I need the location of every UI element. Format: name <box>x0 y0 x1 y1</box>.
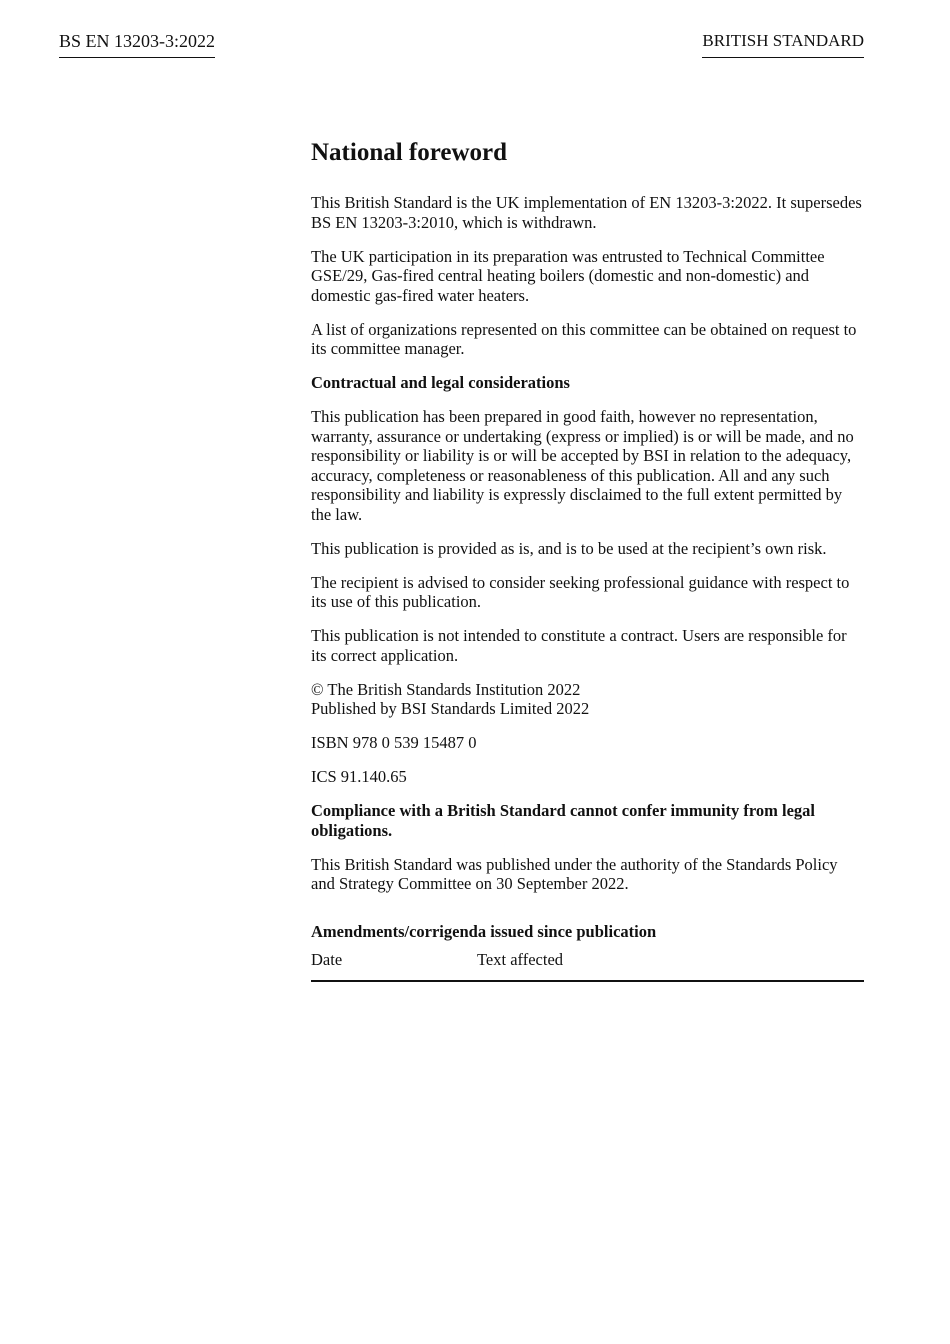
compliance-notice: Compliance with a British Standard cannot confer immunity from legal obligations. <box>311 801 816 840</box>
contractual-paragraph: This publication has been prepared in good faith, however no representation, warranty, assurance or undertaking (express or implied) is or will be made, and no responsibility or liability is or will be accepted by BSI in relation to the adequacy, accuracy, completeness or reasonableness of this publication. All and any such responsibility and liability is expressly disclaimed to the full extent permitted by the law. <box>311 407 854 524</box>
contractual-paragraph: This publication is provided as is, and is to be used at the recipient’s own risk. <box>311 538 827 558</box>
contractual-paragraph: The recipient is advised to consider seeking professional guidance with respect to its use of this publication. <box>311 572 850 611</box>
national-foreword-section <box>311 138 864 982</box>
ics-code: ICS 91.140.65 <box>311 767 407 786</box>
header-series-label: BRITISH STANDARD <box>702 30 864 58</box>
publisher-line: Published by BSI Standards Limited 2022 <box>311 699 590 718</box>
amendments-heading: Amendments/corrigenda issued since publication <box>311 921 657 941</box>
isbn: ISBN 978 0 539 15487 0 <box>311 733 477 752</box>
amendments-column-text-affected: Text affected <box>477 950 564 969</box>
contractual-heading: Contractual and legal considerations <box>311 373 570 392</box>
authority-statement: This British Standard was published under the authority of the Standards Policy and Strategy Committee on 30 September 2022. <box>311 854 838 893</box>
foreword-paragraph: The UK participation in its preparation was entrusted to Technical Committee GSE/29, Gas-fired central heating boilers (domestic and non-domestic) and domestic gas-fired water heaters. <box>311 246 825 305</box>
amendments-column-date: Date <box>311 950 343 969</box>
foreword-paragraph: This British Standard is the UK implementation of EN 13203-3:2022. It supersedes BS EN 13203-3:2010, which is withdrawn. <box>311 193 862 232</box>
header-document-id: BS EN 13203-3:2022 <box>59 30 215 58</box>
foreword-paragraph: A list of organizations represented on this committee can be obtained on request to its committee manager. <box>311 319 857 358</box>
contractual-paragraph: This publication is not intended to constitute a contract. Users are responsible for its correct application. <box>311 626 847 665</box>
copyright-line: © The British Standards Institution 2022 <box>311 679 581 699</box>
amendments-table <box>311 950 864 982</box>
page-title: National foreword <box>311 139 508 166</box>
copyright-block <box>311 680 864 719</box>
